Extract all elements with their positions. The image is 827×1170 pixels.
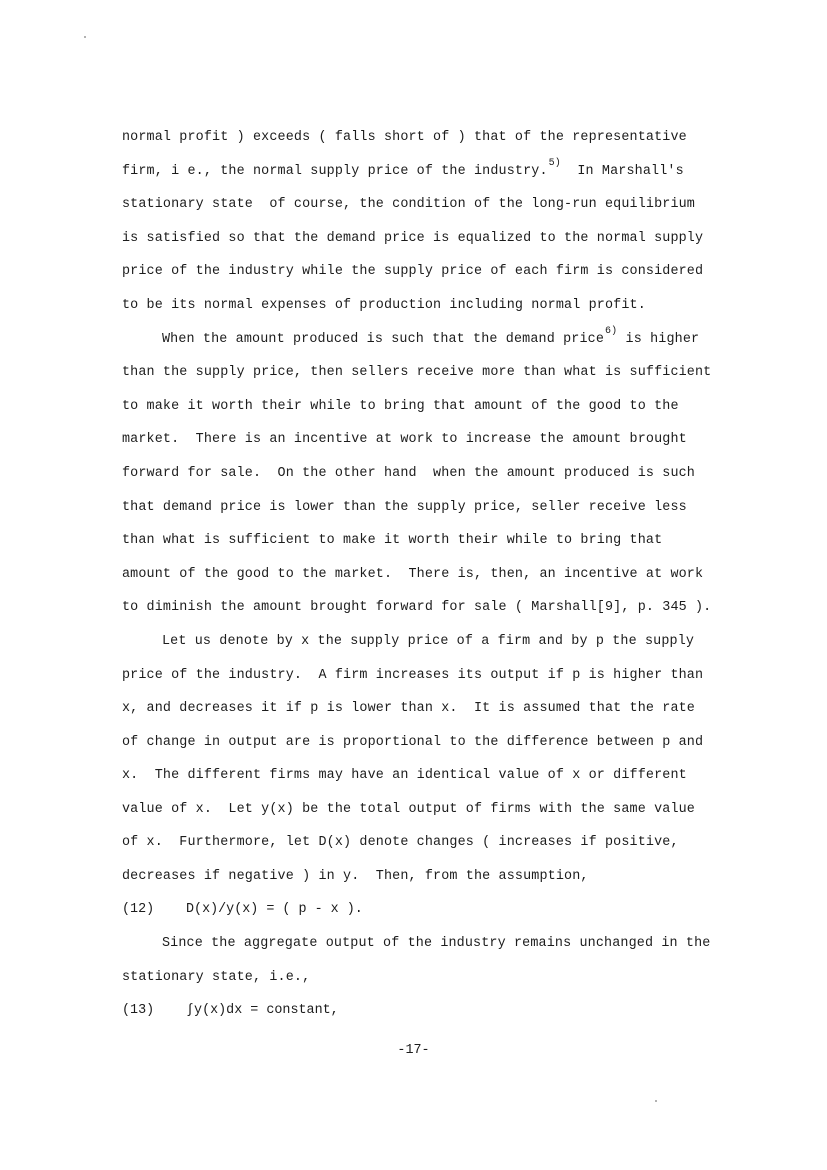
text-line: x, and decreases it if p is lower than x. It is assumed that the rate (122, 701, 695, 716)
text-line: than what is sufficient to make it worth their while to bring that (122, 533, 663, 548)
footnote-ref: 5) (548, 158, 561, 169)
page-number: -17- (397, 1043, 430, 1058)
text-line: Let us denote by x the supply price of a firm and by p the supply (162, 634, 695, 649)
text-line: stationary state, i.e., (122, 970, 311, 985)
text-line: decreases if negative ) in y. Then, from the assumption, (122, 869, 589, 884)
text-line: that demand price is lower than the supply price, seller receive less (122, 500, 687, 515)
text-line: x. The different firms may have an identical value of x or different (122, 768, 687, 783)
text-line: than the supply price, then sellers receive more than what is sufficient (122, 365, 712, 380)
equation: ∫y(x)dx = constant, (186, 1003, 339, 1018)
text-line: to make it worth their while to bring that amount of the good to the (122, 399, 679, 414)
text-line: When the amount produced is such that the demand price$^{6)}$ is higher (162, 326, 700, 347)
text-line: value of x. Let y(x) be the total output of firms with the same value (122, 802, 695, 817)
text-line: price of the industry. A firm increases its output if p is higher than (122, 668, 704, 683)
text-line: price of the industry while the supply price of each firm is considered (122, 264, 704, 279)
text-line: market. There is an incentive at work to increase the amount brought (122, 432, 687, 447)
text-line: amount of the good to the market. There is, then, an incentive at work (122, 567, 704, 582)
text-line: stationary state of course, the condition of the long-run equilibrium (122, 197, 695, 212)
text-line: to be its normal expenses of production including normal profit. (122, 298, 646, 313)
scan-speck (84, 36, 86, 38)
equation-number: (12) (122, 902, 155, 917)
text-line: forward for sale. On the other hand when the amount produced is such (122, 466, 695, 481)
scan-speck (655, 1100, 657, 1102)
text-line: Since the aggregate output of the industry remains unchanged in the (162, 936, 711, 951)
equation-number: (13) (122, 1003, 155, 1018)
text-line: is satisfied so that the demand price is equalized to the normal supply (122, 231, 704, 246)
text-line: of x. Furthermore, let D(x) denote changes ( increases if positive, (122, 835, 679, 850)
text-line: to diminish the amount brought forward for sale ( Marshall[9], p. 345 ). (122, 600, 712, 615)
equation: D(x)/y(x) = ( p - x ). (186, 902, 363, 917)
text-line: firm, i e., the normal supply price of the industry.$^{5)}$ In Marshall's (122, 158, 684, 179)
text-line: normal profit ) exceeds ( falls short of ) that of the representative (122, 130, 687, 145)
text-line: of change in output are is proportional to the difference between p and (122, 735, 704, 750)
footnote-ref: 6) (605, 326, 618, 337)
